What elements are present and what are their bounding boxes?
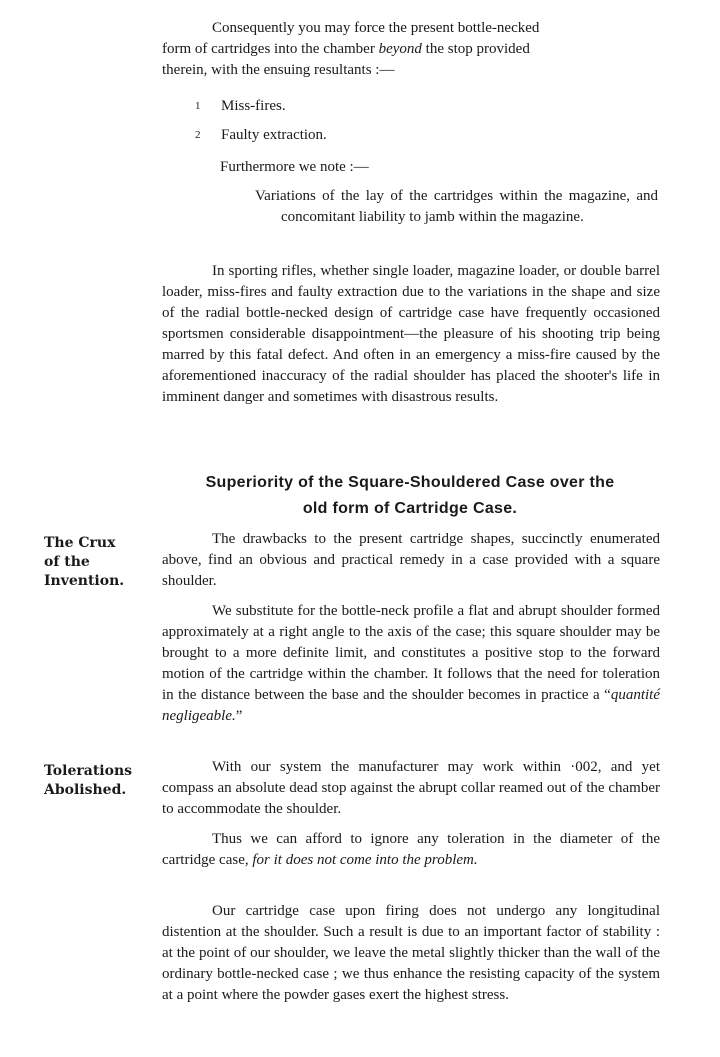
list-item (195, 96, 655, 117)
sidenote-tolerations (44, 762, 144, 800)
paragraph-line: therein, with the ensuing resultants :— (162, 62, 395, 78)
sidenote-line: of the (44, 554, 90, 570)
paragraph-text: Our cartridge case upon firing does not undergo any longitudinal distention at the shoulder. Such a result is due to an important factor of stability : at the point of our shoulder, we leave the metal slightly thicker than the wall of the ordinary bottle-necked case ; we thus enhance the resisting capacity of the system at a point where the powder gases exert the highest stress. (162, 903, 660, 1003)
paragraph-sporting (162, 261, 660, 408)
list-number: 2 (195, 129, 201, 141)
paragraph-system (162, 757, 660, 820)
section-heading (160, 470, 660, 522)
emphasis-quantite: quantité negligeable. (162, 687, 660, 724)
sidenote-line: The Crux (44, 535, 116, 551)
heading-line: old form of Cartridge Case. (302, 500, 518, 517)
sidenote-crux (44, 534, 144, 591)
paragraph-text: The drawbacks to the present cartridge shapes, succinctly enumerated above, find an obvious and practical remedy in a case provided with a square shoulder. (162, 531, 660, 589)
sidenote-line: Invention. (44, 573, 125, 589)
paragraph-text (162, 829, 660, 871)
variations-text: Variations of the lay of the cartridges within the magazine, and concomitant liability to jamb within the magazine. (255, 188, 658, 225)
paragraph-firing (162, 901, 660, 1006)
list-number: 1 (195, 100, 201, 112)
emphasis-problem: for it does not come into the problem. (252, 852, 478, 868)
list-text: Miss-fires. (221, 98, 286, 114)
paragraph-text: In sporting rifles, whether single loader, magazine loader, or double barrel loader, miss-fires and faulty extraction due to the variations in the shape and size of the radial bottle-necked design of cartridge case have frequently occasioned sportsmen considerable disappointment—the pleasure of his shooting trip being marred by this fatal defect. And often in an emergency a miss-fire caused by the aforementioned inaccuracy of the radial shoulder has placed the shooter's life in imminent danger and sometimes with disastrous results. (162, 263, 660, 405)
furthermore-note: Furthermore we note :— (220, 159, 369, 175)
paragraph-substitute (162, 601, 660, 727)
list-text: Faulty extraction. (221, 127, 327, 143)
paragraph-line: Consequently you may force the present bottle-necked (212, 20, 540, 36)
heading-line: Superiority of the Square-Shouldered Case over the (205, 474, 615, 491)
text-span: form of cartridges into the chamber (162, 41, 379, 57)
text-span: Thus we can afford to ignore any toleration in the diameter of the cartridge case, (162, 831, 660, 868)
paragraph-line (162, 39, 660, 60)
emphasis-beyond: beyond (378, 41, 422, 57)
paragraph-thus (162, 829, 660, 871)
paragraph-text (162, 601, 660, 727)
list-item (195, 125, 655, 146)
paragraph-text: With our system the manufacturer may work within ·002, and yet compass an absolute dead stop against the abrupt collar reamed out of the chamber to accommodate the shoulder. (162, 759, 660, 817)
resultants-list (195, 96, 655, 146)
variations-block (255, 186, 658, 228)
text-span: ” (235, 708, 243, 724)
paragraph-drawbacks (162, 529, 660, 592)
sidenote-line: Tolerations (44, 763, 133, 779)
paragraph-consequently (162, 18, 660, 81)
text-span: We substitute for the bottle-neck profile a flat and abrupt shoulder formed approximately at a right angle to the axis of the case; this square shoulder may be brought to a more definite limit, and constitutes a positive stop to the forward motion of the cartridge within the chamber. It follows that the need for toleration in the distance between the base and the shoulder becomes in practice a “ (162, 603, 660, 703)
text-span: the stop provided (421, 41, 530, 57)
sidenote-line: Abolished. (44, 782, 127, 798)
